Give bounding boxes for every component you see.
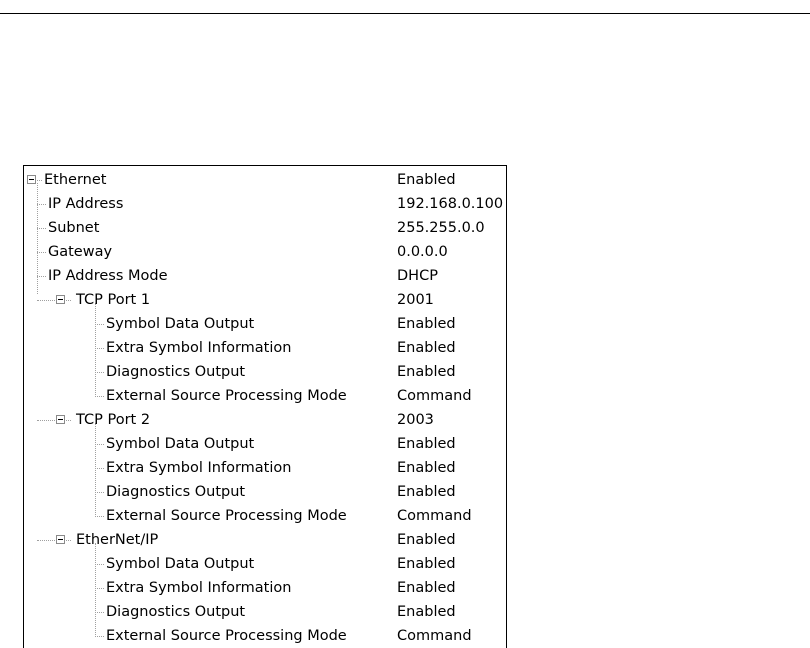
tree-row-symbol-data-output[interactable] xyxy=(24,552,506,576)
header-divider xyxy=(0,13,810,14)
setting-label: Symbol Data Output xyxy=(106,556,255,572)
collapse-icon[interactable] xyxy=(56,535,65,544)
setting-value[interactable]: Enabled xyxy=(397,172,456,188)
tree-connector xyxy=(95,324,104,325)
setting-value[interactable]: Enabled xyxy=(397,580,456,596)
tree-connector xyxy=(95,372,104,373)
tree-row-ethernet-ip[interactable] xyxy=(24,528,506,552)
tree-row-external-source-processing-mode[interactable] xyxy=(24,384,506,408)
tree-connector xyxy=(66,540,71,541)
tree-connector xyxy=(66,300,71,301)
setting-value[interactable]: 2003 xyxy=(397,412,434,428)
tree-connector xyxy=(95,588,104,589)
tree-row-diagnostics-output[interactable] xyxy=(24,480,506,504)
setting-value[interactable]: Enabled xyxy=(397,364,456,380)
tree-connector xyxy=(37,180,42,181)
tree-connector xyxy=(37,420,55,421)
tree-row-extra-symbol-information[interactable] xyxy=(24,456,506,480)
setting-value[interactable]: Enabled xyxy=(397,460,456,476)
setting-value[interactable]: Command xyxy=(397,508,472,524)
setting-label: Extra Symbol Information xyxy=(106,460,292,476)
setting-value[interactable]: Enabled xyxy=(397,436,456,452)
setting-label: Diagnostics Output xyxy=(106,604,246,620)
setting-value[interactable]: 255.255.0.0 xyxy=(397,220,485,236)
tree-row-subnet[interactable] xyxy=(24,216,506,240)
setting-label: IP Address Mode xyxy=(48,268,168,284)
tree-row-ip-address[interactable] xyxy=(24,192,506,216)
tree-connector xyxy=(95,468,104,469)
setting-label: Symbol Data Output xyxy=(106,436,255,452)
tree-row-ip-address-mode[interactable] xyxy=(24,264,506,288)
setting-value[interactable]: Enabled xyxy=(397,316,456,332)
setting-label: External Source Processing Mode xyxy=(106,628,347,644)
tree-connector xyxy=(37,276,46,277)
tree-connector xyxy=(95,396,104,397)
tree-row-symbol-data-output[interactable] xyxy=(24,432,506,456)
setting-label: EtherNet/IP xyxy=(76,532,159,548)
setting-value[interactable]: 192.168.0.100 xyxy=(397,196,504,212)
collapse-icon[interactable] xyxy=(56,415,65,424)
setting-value[interactable]: Enabled xyxy=(397,532,456,548)
setting-label: External Source Processing Mode xyxy=(106,508,347,524)
tree-row-external-source-processing-mode[interactable] xyxy=(24,504,506,528)
tree-row-diagnostics-output[interactable] xyxy=(24,360,506,384)
setting-value[interactable]: Enabled xyxy=(397,340,456,356)
tree-connector xyxy=(66,420,71,421)
ethernet-settings-tree[interactable] xyxy=(23,165,507,648)
tree-connector xyxy=(37,228,46,229)
collapse-icon[interactable] xyxy=(56,295,65,304)
setting-label: External Source Processing Mode xyxy=(106,388,347,404)
tree-connector xyxy=(95,444,104,445)
setting-label: Gateway xyxy=(48,244,113,260)
tree-row-extra-symbol-information[interactable] xyxy=(24,336,506,360)
tree-connector xyxy=(95,564,104,565)
tree-connector xyxy=(95,612,104,613)
setting-label: Diagnostics Output xyxy=(106,484,246,500)
tree-row-tcp-port-1[interactable] xyxy=(24,288,506,312)
setting-value[interactable]: Enabled xyxy=(397,484,456,500)
tree-connector xyxy=(95,492,104,493)
tree-connector xyxy=(37,204,46,205)
setting-value[interactable]: Command xyxy=(397,628,472,644)
tree-row-diagnostics-output[interactable] xyxy=(24,600,506,624)
setting-label: Diagnostics Output xyxy=(106,364,246,380)
setting-label: Extra Symbol Information xyxy=(106,340,292,356)
tree-row-gateway[interactable] xyxy=(24,240,506,264)
collapse-icon[interactable] xyxy=(27,175,36,184)
setting-label: Subnet xyxy=(48,220,100,236)
setting-value[interactable]: Enabled xyxy=(397,556,456,572)
setting-label: TCP Port 2 xyxy=(76,412,151,428)
setting-value[interactable]: Command xyxy=(397,388,472,404)
tree-row-ethernet[interactable] xyxy=(24,168,506,192)
setting-label: Extra Symbol Information xyxy=(106,580,292,596)
tree-connector xyxy=(37,252,46,253)
tree-row-tcp-port-2[interactable] xyxy=(24,408,506,432)
tree-row-symbol-data-output[interactable] xyxy=(24,312,506,336)
tree-connector xyxy=(37,540,55,541)
setting-label: Symbol Data Output xyxy=(106,316,255,332)
setting-value[interactable]: 0.0.0.0 xyxy=(397,244,448,260)
tree-connector xyxy=(95,516,104,517)
setting-value[interactable]: DHCP xyxy=(397,268,438,284)
setting-label: TCP Port 1 xyxy=(76,292,151,308)
tree-connector xyxy=(95,348,104,349)
setting-value[interactable]: 2001 xyxy=(397,292,434,308)
tree-connector xyxy=(37,300,55,301)
setting-value[interactable]: Enabled xyxy=(397,604,456,620)
setting-label: IP Address xyxy=(48,196,124,212)
tree-row-extra-symbol-information[interactable] xyxy=(24,576,506,600)
tree-connector xyxy=(95,636,104,637)
setting-label: Ethernet xyxy=(44,172,107,188)
tree-row-external-source-processing-mode[interactable] xyxy=(24,624,506,648)
